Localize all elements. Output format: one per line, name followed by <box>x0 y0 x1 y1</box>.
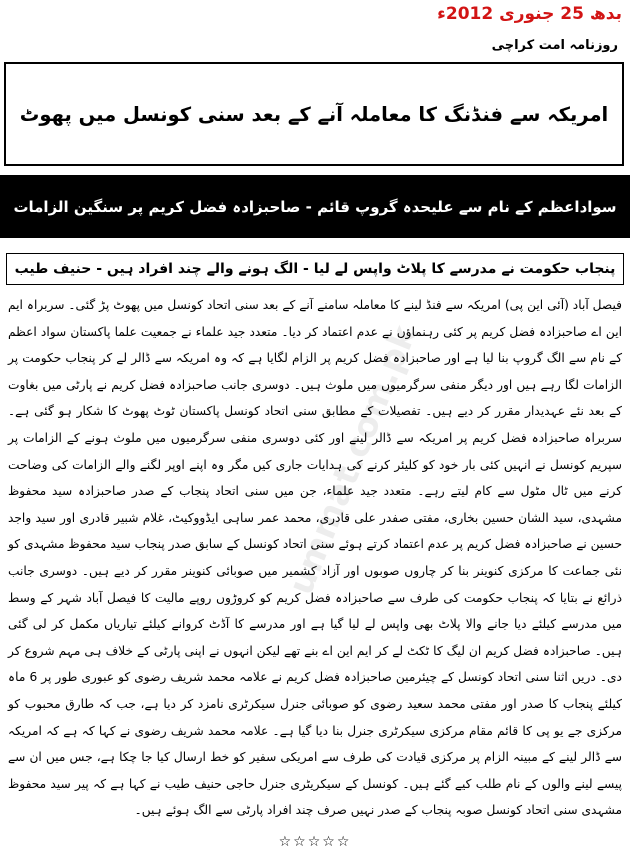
headline: امریکہ سے فنڈنگ کا معاملہ آنے کے بعد سنی کونسل میں پھوٹ <box>19 102 609 126</box>
strapline: پنجاب حکومت نے مدرسے کا پلاٹ واپس لے لیا - الگ ہونے والے چند افراد ہیں - حنیف طیب <box>14 261 616 277</box>
article-body <box>8 292 622 824</box>
subheadline: سواداعظم کے نام سے علیحدہ گروپ قائم - صاحبزادہ فضل کریم پر سنگین الزامات <box>13 197 617 216</box>
newspaper-source: روزنامہ امت کراچی <box>491 38 618 53</box>
strapline-box <box>6 253 624 285</box>
headline-box <box>4 62 624 166</box>
subheadline-bar <box>0 175 630 238</box>
end-stars: ☆☆☆☆☆ <box>278 834 352 850</box>
watermark: ummat.com.pk <box>280 319 426 601</box>
publication-date: بدھ 25 جنوری 2012ء <box>437 4 622 24</box>
article-paragraph: فیصل آباد (آئی این پی) امریکہ سے فنڈ لینے کا معاملہ سامنے آنے کے بعد سنی اتحاد کونسل میں پھوٹ پڑ گئی۔ سربراہ ایم این اے صاحبزادہ فضل کریم پر کئی رہنماؤں نے عدم اعتماد کر دیا۔ متعدد جید علماء نے جمعیت علما پاکستان سواد اعظم کے نام سے الگ گروپ بنا لیا ہے اور صاحبزادہ فضل کریم پر الزام لگایا ہے کہ وہ امریکہ سے ڈالر لے کر پنجاب حکومت پر الزامات لگا رہے ہیں اور دیگر منفی سرگرمیوں میں ملوث ہیں۔ دوسری جانب صاحبزادہ فضل کریم نے پارٹی میں بغاوت کے بعد نئے عہدیدار مقرر کر دیے ہیں۔ تفصیلات کے مطابق سنی اتحاد کونسل پاکستان ٹوٹ پھوٹ کا شکار ہو گئی ہے۔ سربراہ صاحبزادہ فضل کریم پر امریکہ سے ڈالر لینے اور کئی دوسری منفی سرگرمیوں میں ملوث ہونے کے الزامات پر سپریم کونسل نے انہیں کئی بار خود کو کلیئر کرنے کی ہدایات جاری کیں مگر وہ اپنے اوپر لگنے والے الزامات کی وضاحت کرنے میں ٹال مٹول سے کام لیتے رہے۔ متعدد جید علماء، جن میں سنی اتحاد پنجاب کے صدر صاحبزادہ سید محفوظ مشہدی، سید الشان حسین بخاری، مفتی صفدر علی قادری، محمد عمر ساہی ایڈووکیٹ، غلام شبیر قادری اور سید واجد حسین نے صاحبزادہ فضل کریم پر عدم اعتماد کرتے ہوئے سنی اتحاد کونسل کے سابق صدر پنجاب سید محفوظ مشہدی کو نئی جماعت کا مرکزی کنوینر بنا کر چاروں صوبوں اور آزاد کشمیر میں صوبائی کنوینر مقرر کر دیے ہیں۔ دوسری جانب ذرائع نے بتایا کہ پنجاب حکومت کی طرف سے صاحبزادہ فضل کریم کو کروڑوں روپے مالیت کا فیصل آباد شہر کے وسط میں مدرسے کیلئے دیا جانے والا پلاٹ بھی واپس لے لیا گیا ہے اور مدرسے کا آڈٹ کروانے کیلئے تیاریاں مکمل کر لی گئی ہیں۔ صاحبزادہ فضل کریم ان لیگ کا ٹکٹ لے کر ایم این اے بنے تھے لیکن انہوں نے اپنی پارٹی کے خلاف ہی مہم شروع کر دی۔ دریں اثنا سنی اتحاد کونسل کے چیئرمین صاحبزادہ فضل کریم نے علامہ محمد شریف رضوی کو عبوری طور پر 6 ماہ کیلئے پنجاب کا صدر اور مفتی محمد سعید رضوی کو صوبائی جنرل سیکرٹری نامزد کر دیا ہے، جب کہ طارق محبوب کو مرکزی جے یو پی کا قائم مقام مرکزی سیکرٹری جنرل بنا دیا گیا ہے۔ علامہ محمد شریف رضوی نے کہا کہ ہے کہ امریکہ سے ڈالر لینے کے مبینہ الزام پر مرکزی قیادت کی طرف سے امریکی سفیر کو خط ارسال کیا جا چکا ہے، جس میں ان سے پیسے لینے والوں کے نام طلب کیے گئے ہیں۔ کونسل کے سیکریٹری جنرل حاجی حنیف طیب نے کہا ہے کہ پیر سید محفوظ مشہدی سنی اتحاد کونسل صوبہ پنجاب کے صدر نہیں صرف چند افراد پارٹی سے الگ ہوئے ہیں۔ <box>8 298 622 818</box>
